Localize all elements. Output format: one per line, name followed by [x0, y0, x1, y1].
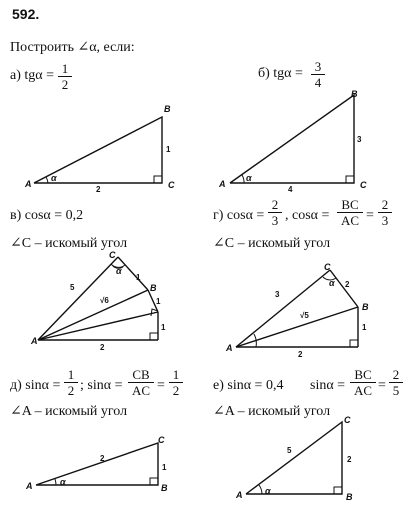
part-d-mid: ; sinα =: [80, 378, 123, 393]
fig-d-hyp: 2: [100, 454, 105, 463]
part-d-fraction-1: 1 2: [64, 368, 78, 397]
fig-a-vertex-B: B: [164, 104, 171, 114]
fig-v-base: 2: [100, 343, 105, 352]
part-g-condition: г) cosα =: [213, 208, 265, 223]
fig-v-s2: 1: [156, 297, 161, 306]
fig-v-vertex-B: B: [150, 283, 157, 293]
fig-g-vertex-A: A: [226, 343, 233, 353]
fig-b-vertex-B: B: [351, 89, 358, 99]
fig-g-side-CB: 2: [345, 280, 350, 289]
fig-v-s3: 1: [161, 323, 166, 332]
figure-g: [225, 262, 369, 359]
fig-e-vertex-C: C: [344, 415, 351, 425]
figure-v: [30, 250, 166, 352]
fig-v-alpha: α: [116, 266, 122, 276]
fig-e-leg: 2: [347, 455, 352, 464]
part-d-fraction-3: 1 2: [169, 368, 183, 397]
figure-b: [218, 89, 367, 194]
fig-e-hyp: 5: [287, 446, 292, 455]
part-g-eq: =: [366, 208, 374, 223]
fig-e-vertex-B: B: [346, 492, 353, 502]
fig-a-vertex-C: C: [168, 180, 175, 190]
part-b-condition: б) tgα =: [258, 66, 303, 81]
fig-d-alpha: α: [60, 477, 66, 487]
part-g-mid: , cosα =: [285, 208, 330, 223]
part-d-caption: ∠A – искомый угол: [10, 404, 128, 419]
fig-b-leg-4: 4: [288, 185, 293, 194]
fig-g-side-AC: 3: [275, 290, 280, 299]
part-e-caption: ∠A – искомый угол: [213, 404, 331, 419]
fig-v-s1: 1: [136, 273, 141, 282]
part-g-fraction-1: 2 3: [268, 198, 282, 227]
problem-intro: Построить ∠α, если:: [10, 40, 135, 55]
fig-a-leg-2: 2: [96, 185, 101, 194]
fig-b-leg-3: 3: [357, 135, 362, 144]
part-e-fraction-3: 2 5: [389, 368, 403, 397]
fig-g-vertex-C: C: [324, 262, 331, 272]
part-b-num: 3: [314, 59, 322, 74]
part-b-den: 4: [314, 75, 322, 90]
part-d-eq: =: [157, 378, 165, 393]
fig-g-alpha: α: [329, 278, 335, 288]
fig-a-leg-1: 1: [166, 145, 171, 154]
part-e-mid: sinα =: [310, 378, 346, 393]
fig-a-alpha: α: [51, 173, 57, 183]
part-v-condition: в) cosα = 0,2: [10, 208, 84, 223]
figure-a: [24, 104, 175, 194]
part-a-condition: а) tgα =: [10, 68, 54, 83]
part-e-fraction-2: BC AC: [350, 368, 376, 397]
part-e-eq: =: [378, 378, 386, 393]
problem-number: 592.: [12, 6, 40, 22]
fig-b-alpha: α: [246, 173, 252, 183]
fig-a-vertex-A: A: [25, 179, 32, 189]
fig-b-vertex-C: C: [360, 180, 367, 190]
fig-g-vertex-B: B: [362, 302, 369, 312]
fig-g-diag: √5: [300, 311, 309, 320]
part-a-den: 2: [61, 77, 69, 92]
fig-v-side-AC: 5: [70, 283, 75, 292]
part-a-num: 1: [61, 61, 69, 76]
part-d-condition: д) sinα =: [10, 378, 61, 393]
fig-d-vertex-B: B: [161, 483, 168, 493]
part-v-caption: ∠C – искомый угол: [10, 236, 128, 251]
fig-d-vertex-C: C: [158, 435, 165, 445]
fig-g-s1: 1: [362, 323, 367, 332]
fig-b-vertex-A: A: [219, 179, 226, 189]
figure-d: [25, 435, 168, 493]
part-d-fraction-2: CB AC: [128, 368, 154, 397]
part-g-caption: ∠C – искомый угол: [213, 236, 331, 251]
fig-d-vertex-A: A: [26, 481, 33, 491]
fig-v-vertex-A: A: [31, 336, 38, 346]
fig-v-diag: √6: [100, 296, 109, 305]
fig-v-vertex-C: C: [109, 250, 116, 260]
part-g-fraction-3: 2 3: [378, 198, 392, 227]
part-e-condition: е) sinα = 0,4: [213, 378, 284, 393]
fig-e-vertex-A: A: [236, 490, 243, 500]
figure-e: [235, 415, 353, 502]
part-g-fraction-2: BC AC: [337, 198, 363, 227]
fig-e-alpha: α: [265, 486, 271, 496]
fig-g-base: 2: [298, 350, 303, 359]
fig-d-leg: 1: [162, 463, 167, 472]
